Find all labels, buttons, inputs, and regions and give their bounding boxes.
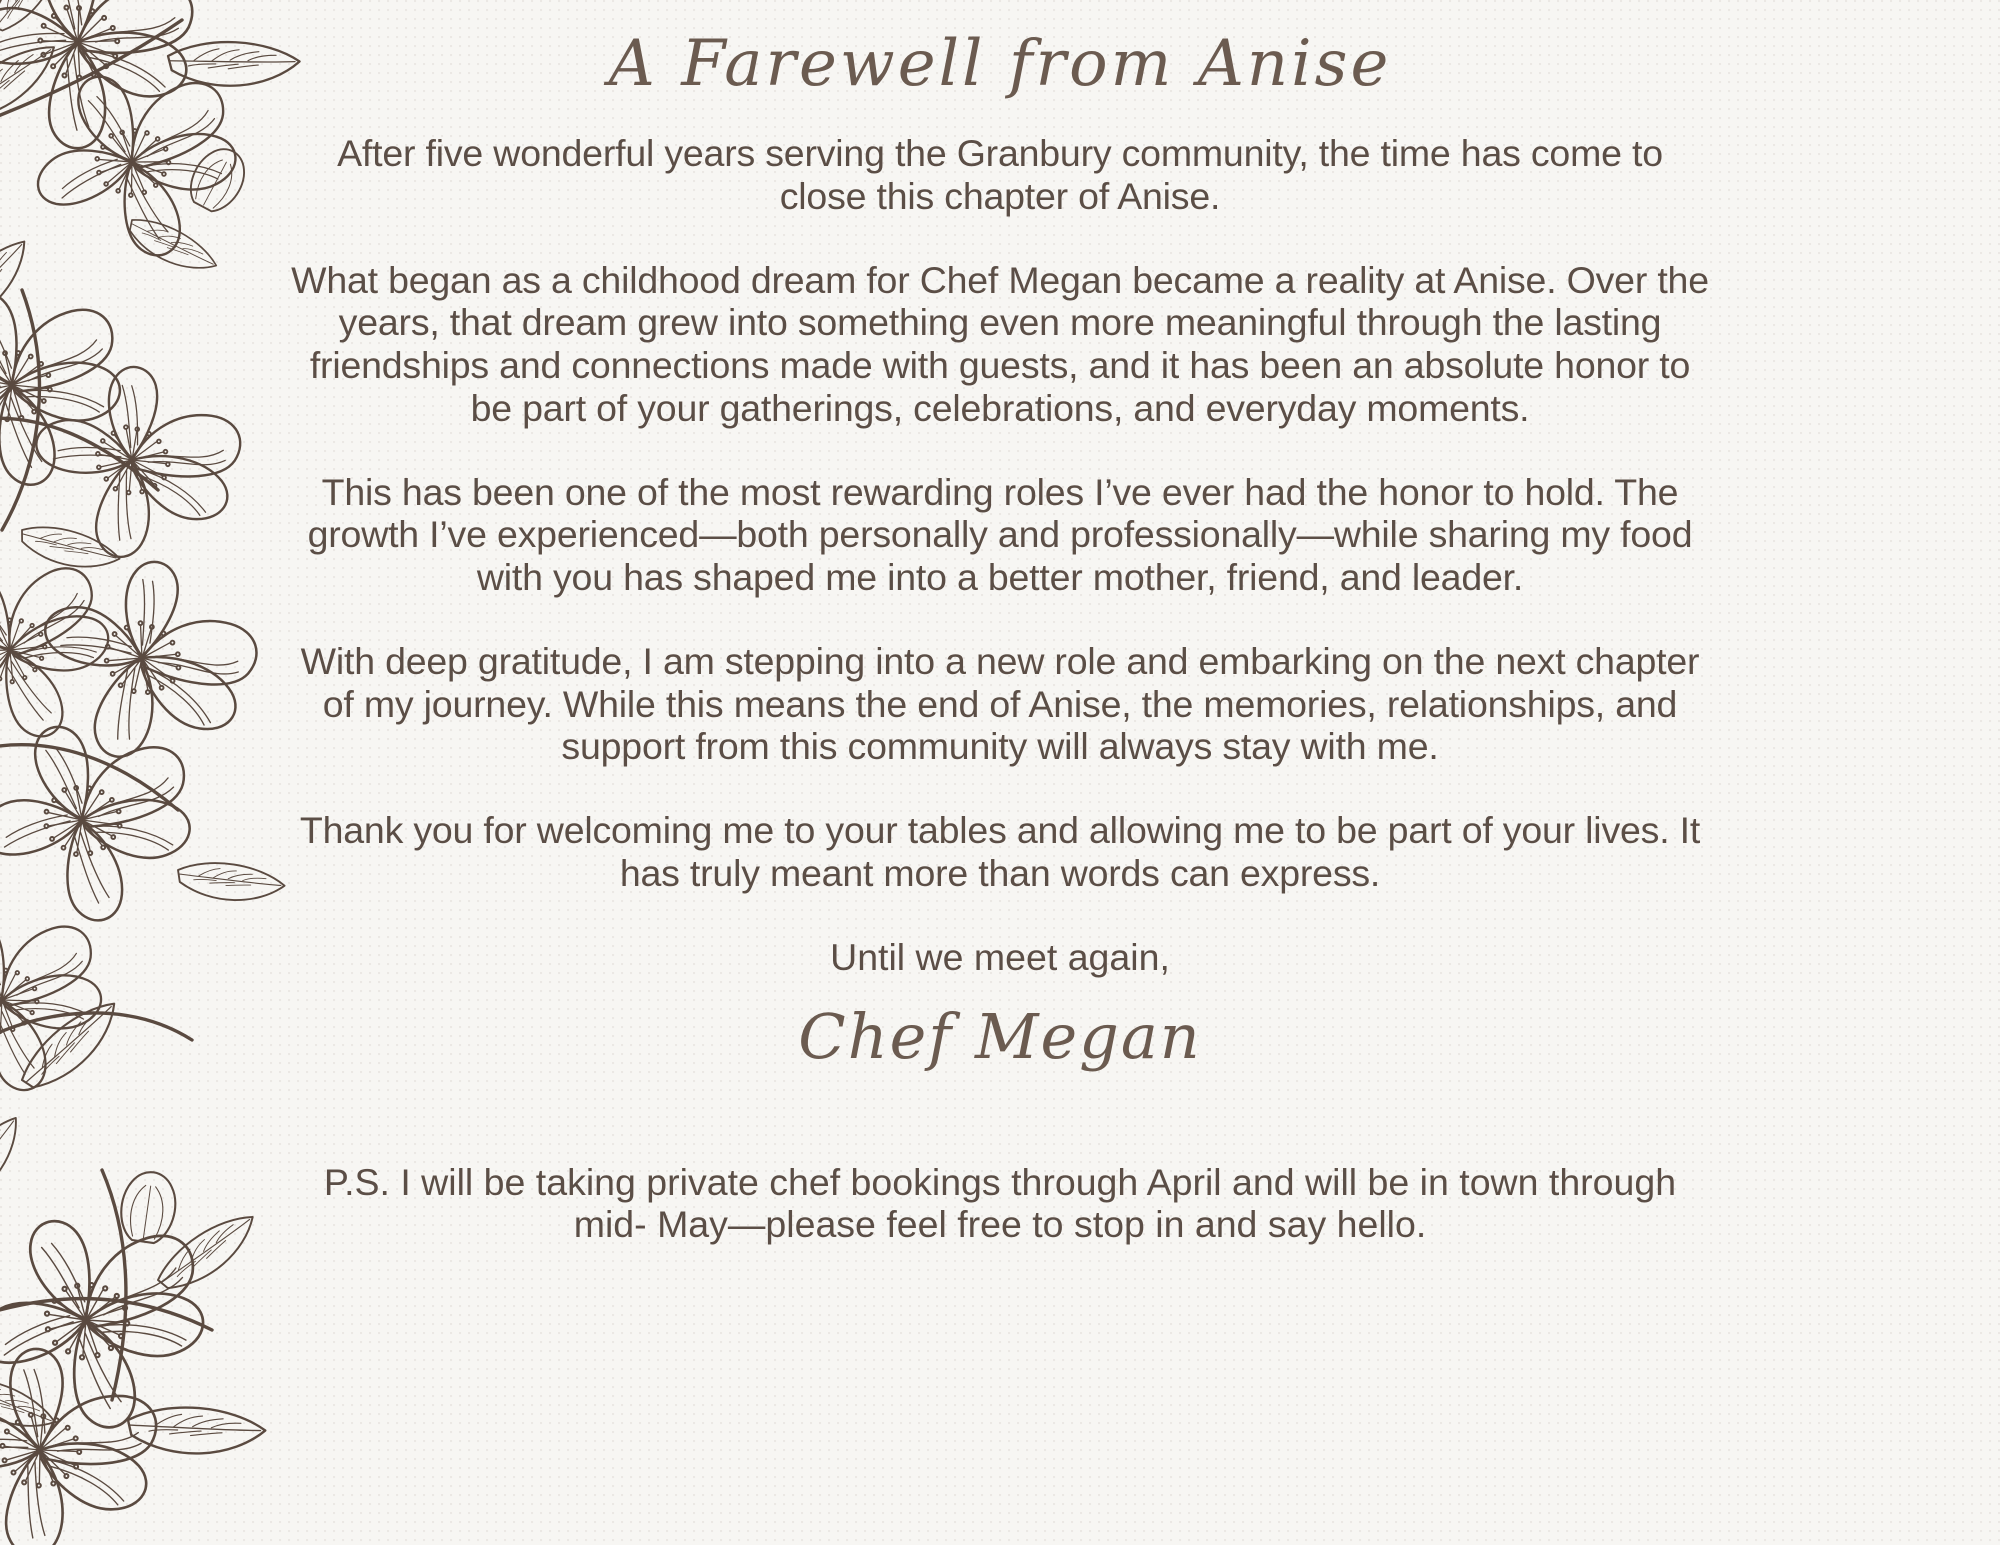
paragraph-spacer <box>290 599 1710 640</box>
signature: Chef Megan <box>798 1000 1202 1074</box>
closing-line: Until we meet again, <box>830 935 1170 978</box>
paragraph-spacer <box>290 768 1710 809</box>
page-title: A Farewell from Anise <box>608 27 1392 101</box>
letter-content <box>290 0 1710 1545</box>
branch-strokes <box>0 20 212 1400</box>
paragraph-5: Thank you for welcoming me to your tables and allowing me to be part of your lives. It has truly meant more than words can express. <box>299 809 1701 894</box>
paragraph-spacer <box>290 895 1710 936</box>
paragraph-spacer <box>290 218 1710 259</box>
letter-body <box>290 104 1710 1246</box>
postscript: P.S. I will be taking private chef bookings through April and will be in town through mid- May—please feel free to stop in and say hello. <box>323 1160 1677 1246</box>
paragraph-2: What began as a childhood dream for Chef Megan became a reality at Anise. Over the years, that dream grew into something even more meaningful through the lasting friendships and connections made with guests, and it has been an absolute honor to be part of your gatherings, celebrations, and everyday moments. <box>291 258 1709 429</box>
paragraph-4: With deep gratitude, I am stepping into a new role and embarking on the next chapter of my journey. While this means the end of Anise, the memories, relationships, and support from this community will always stay with me. <box>300 639 1700 768</box>
paragraph-spacer <box>290 430 1710 471</box>
paragraph-1: After five wonderful years serving the Granbury community, the time has come to close this chapter of Anise. <box>337 132 1663 217</box>
paragraph-3: This has been one of the most rewarding roles I’ve ever had the honor to hold. The growth I’ve experienced—both personally and professionally—while sharing my food with you has shaped me into a better mother, friend, and leader. <box>307 470 1693 598</box>
